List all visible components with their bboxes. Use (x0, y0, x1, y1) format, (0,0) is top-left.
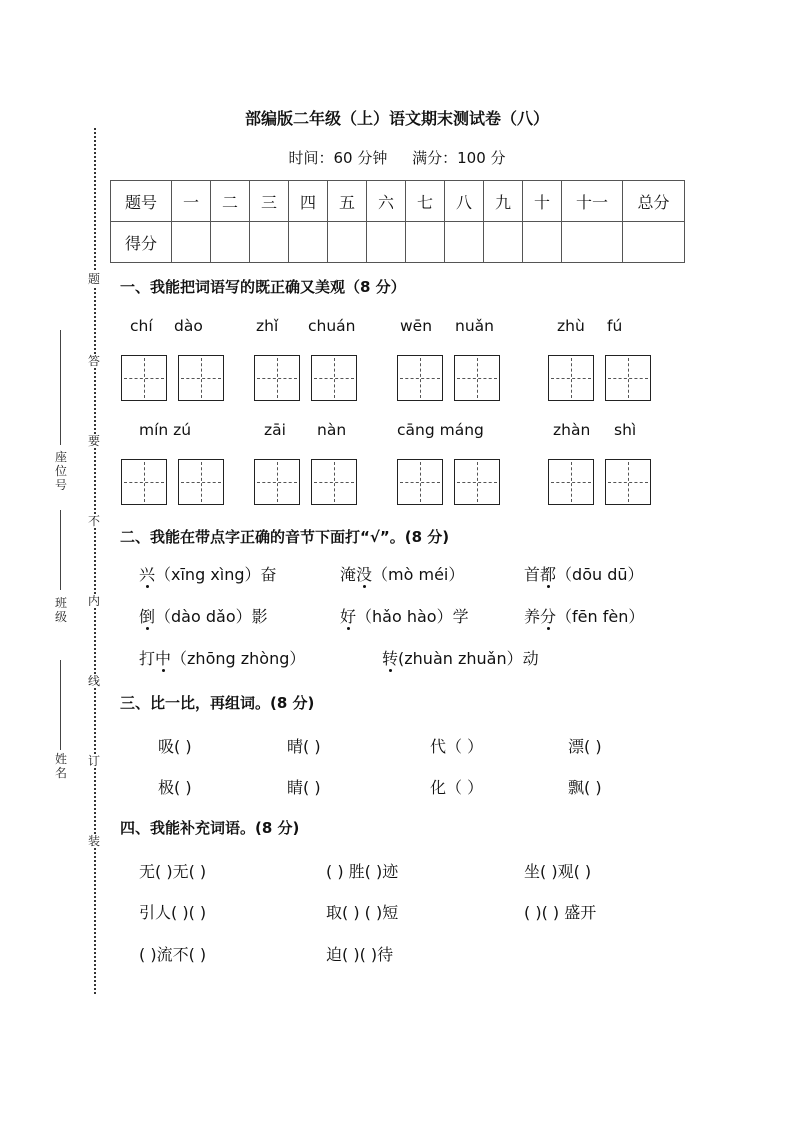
pinyin: nuǎn (455, 317, 494, 335)
pinyin: zāi (264, 421, 286, 439)
header-cell: 八 (445, 181, 484, 222)
item-prefix: 首 (524, 565, 541, 584)
binding-char: 订 (87, 754, 100, 768)
pinyin-options[interactable]: （fēn fèn） (556, 607, 645, 626)
header-cell: 一 (172, 181, 211, 222)
header-cell: 总分 (623, 181, 685, 222)
header-cell: 题号 (111, 181, 172, 222)
item-prefix: 打 (139, 649, 156, 668)
pinyin: nàn (317, 421, 347, 439)
binding-char: 内 (87, 594, 100, 608)
class-label: 班级 (54, 596, 67, 624)
section-2-heading: 二、我能在带点字正确的音节下面打“√”。(8 分) (120, 528, 450, 546)
idiom-blank[interactable]: 引人( )( ) (139, 903, 207, 922)
score-input-row (111, 222, 685, 263)
pinyin: cāng máng (397, 421, 484, 439)
class-line (60, 510, 61, 590)
header-cell: 三 (250, 181, 289, 222)
idiom-blank[interactable]: 坐( )观( ) (524, 862, 592, 881)
q2-item (340, 604, 469, 627)
dotted-char: 都 (540, 565, 557, 584)
header-cell: 四 (289, 181, 328, 222)
header-cell: 六 (367, 181, 406, 222)
writing-grid-box[interactable] (311, 355, 357, 401)
compare-word-blank[interactable]: 代（ ） (430, 737, 484, 756)
writing-grid-box[interactable] (311, 459, 357, 505)
writing-grid-box[interactable] (454, 459, 500, 505)
writing-grid-box[interactable] (605, 459, 651, 505)
binding-char: 要 (87, 434, 100, 448)
pinyin: dào (174, 317, 203, 335)
score-cell[interactable] (562, 222, 623, 263)
seat-number-label: 座位号 (54, 450, 67, 492)
item-tail: 影 (251, 607, 268, 626)
pinyin-options[interactable]: （zhōng zhòng） (171, 649, 306, 668)
writing-grid-box[interactable] (454, 355, 500, 401)
writing-grid-box[interactable] (548, 459, 594, 505)
score-cell[interactable] (406, 222, 445, 263)
score-cell[interactable] (328, 222, 367, 263)
header-cell: 七 (406, 181, 445, 222)
score-header-row (111, 181, 685, 222)
pinyin: fú (607, 317, 623, 335)
pinyin: shì (614, 421, 637, 439)
score-cell[interactable] (289, 222, 328, 263)
q2-item (524, 604, 644, 627)
idiom-blank[interactable]: ( ) 胜( )迹 (326, 862, 399, 881)
dotted-char: 好 (340, 607, 357, 626)
dotted-char: 转 (382, 649, 399, 668)
pinyin: zhù (557, 317, 585, 335)
score-cell[interactable] (484, 222, 523, 263)
pinyin: zhǐ (256, 317, 279, 335)
writing-grid-box[interactable] (605, 355, 651, 401)
pinyin-options[interactable]: （hǎo hào） (356, 607, 453, 626)
idiom-blank[interactable]: 迫( )( )待 (326, 945, 394, 964)
item-tail: 学 (452, 607, 469, 626)
header-cell: 九 (484, 181, 523, 222)
header-cell: 五 (328, 181, 367, 222)
name-label: 姓名 (54, 752, 67, 780)
header-cell: 二 (211, 181, 250, 222)
q2-item (139, 562, 277, 585)
pinyin-options[interactable]: （xīng xìng） (155, 565, 261, 584)
compare-word-blank[interactable]: 化（ ） (430, 778, 484, 797)
idiom-blank[interactable]: 取( ) ( )短 (326, 903, 399, 922)
section-1-heading: 一、我能把词语写的既正确又美观（8 分） (120, 278, 406, 296)
writing-grid-box[interactable] (178, 459, 224, 505)
dotted-char: 中 (155, 649, 172, 668)
pinyin-options[interactable]: （dào dǎo） (155, 607, 252, 626)
score-cell[interactable] (623, 222, 685, 263)
score-cell[interactable] (367, 222, 406, 263)
pinyin: chí (130, 317, 153, 335)
binding-dotted-line (94, 128, 96, 994)
exam-info (0, 147, 794, 168)
seat-number-line (60, 330, 61, 445)
score-cell[interactable] (523, 222, 562, 263)
score-cell[interactable] (172, 222, 211, 263)
header-cell: 十 (523, 181, 562, 222)
pinyin: mín zú (139, 421, 192, 439)
binding-char: 线 (87, 674, 100, 688)
dotted-char: 没 (356, 565, 373, 584)
binding-char: 答 (87, 354, 100, 368)
writing-grid-box[interactable] (397, 459, 443, 505)
compare-word-blank[interactable]: 漂( ) (568, 737, 602, 756)
compare-word-blank[interactable]: 极( ) (158, 778, 192, 797)
binding-char: 不 (87, 514, 100, 528)
writing-grid-box[interactable] (254, 459, 300, 505)
q2-item (382, 646, 539, 669)
header-cell: 十一 (562, 181, 623, 222)
writing-grid-box[interactable] (254, 355, 300, 401)
idiom-blank[interactable]: 无( )无( ) (139, 862, 207, 881)
compare-word-blank[interactable]: 吸( ) (158, 737, 192, 756)
section-3-heading: 三、比一比，再组词。(8 分) (120, 694, 315, 712)
dotted-char: 分 (540, 607, 557, 626)
compare-word-blank[interactable]: 晴( ) (287, 737, 321, 756)
pinyin: zhàn (553, 421, 591, 439)
score-table (110, 180, 685, 263)
page-title: 部编版二年级（上）语文期末测试卷（八） (244, 109, 549, 128)
pinyin: wēn (400, 317, 433, 335)
score-cell[interactable] (211, 222, 250, 263)
writing-grid-box[interactable] (178, 355, 224, 401)
dotted-char: 倒 (139, 607, 156, 626)
writing-grid-box[interactable] (121, 355, 167, 401)
item-tail: 奋 (260, 565, 277, 584)
time-text: 时间：60 分钟 (288, 149, 388, 167)
pinyin: chuán (308, 317, 356, 335)
score-cell[interactable] (250, 222, 289, 263)
pinyin-options[interactable]: (zhuàn zhuǎn） (398, 649, 523, 668)
pinyin-options[interactable]: （mò méi） (372, 565, 465, 584)
item-prefix: 淹 (340, 565, 357, 584)
q2-item (139, 646, 305, 669)
idiom-blank[interactable]: ( )流不( ) (139, 945, 207, 964)
q2-item (524, 562, 644, 585)
writing-grid-box[interactable] (121, 459, 167, 505)
compare-word-blank[interactable]: 飘( ) (568, 778, 602, 797)
name-line (60, 660, 61, 750)
item-tail: 动 (522, 649, 539, 668)
pinyin-options[interactable]: （dōu dū） (556, 565, 644, 584)
full-score-text: 满分：100 分 (412, 149, 506, 167)
writing-grid-box[interactable] (397, 355, 443, 401)
section-4-heading: 四、我能补充词语。(8 分) (120, 819, 300, 837)
idiom-blank[interactable]: ( )( ) 盛开 (524, 903, 597, 922)
row-label: 得分 (111, 222, 172, 263)
writing-grid-box[interactable] (548, 355, 594, 401)
binding-char: 题 (87, 272, 100, 286)
q2-item (139, 604, 268, 627)
dotted-char: 兴 (139, 565, 156, 584)
binding-char: 装 (87, 834, 100, 848)
q2-item (340, 562, 464, 585)
score-cell[interactable] (445, 222, 484, 263)
compare-word-blank[interactable]: 睛( ) (287, 778, 321, 797)
item-prefix: 养 (524, 607, 541, 626)
